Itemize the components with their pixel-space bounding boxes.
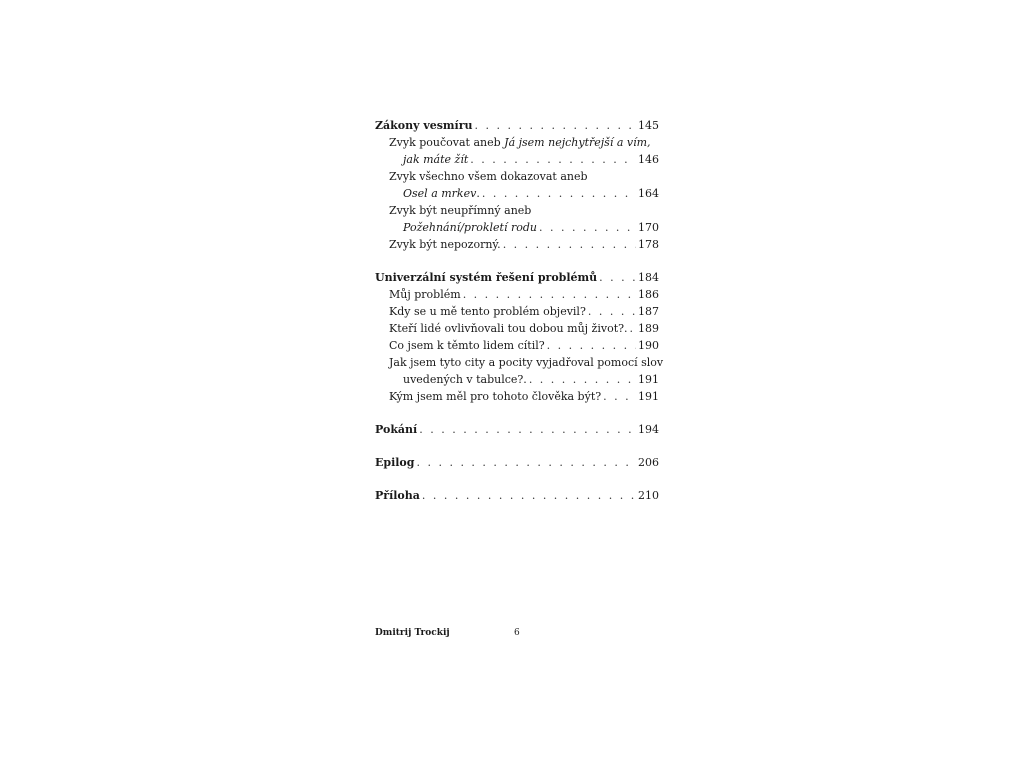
toc-item-text: uvedených v tabulce?. <box>403 373 527 386</box>
toc-section-title: Epilog <box>375 456 415 469</box>
toc-page-number: 190 <box>638 339 659 352</box>
toc-leader <box>422 487 636 504</box>
toc-page-number: 184 <box>638 271 659 284</box>
toc-leader <box>603 388 636 405</box>
toc-page-number: 186 <box>638 288 659 301</box>
toc-item-text: Můj problém <box>389 288 461 301</box>
toc-item-text: Zvyk poučovat aneb <box>389 136 505 149</box>
toc-leader <box>630 320 636 337</box>
toc-section-title: Příloha <box>375 489 420 502</box>
toc-item[interactable] <box>375 388 659 405</box>
toc-section-univerzalni-system[interactable] <box>375 269 659 286</box>
toc-page-number: 191 <box>638 390 659 403</box>
toc-section-pokani[interactable] <box>375 421 659 438</box>
table-of-contents <box>375 117 664 504</box>
toc-item[interactable] <box>375 168 659 185</box>
toc-section-title: Univerzální systém řešení problémů <box>375 271 598 284</box>
toc-item[interactable] <box>375 320 659 337</box>
toc-page-number: 145 <box>638 119 659 132</box>
toc-page-number: 178 <box>638 238 659 251</box>
toc-item[interactable] <box>375 354 664 371</box>
footer-author: Dmitrij Trockij <box>375 628 450 638</box>
toc-page-number: 189 <box>638 322 659 335</box>
toc-page-number: 164 <box>638 187 659 200</box>
toc-section-zakony-vesmiru[interactable] <box>375 117 659 134</box>
toc-item-text: Kým jsem měl pro tohoto člověka být? <box>389 390 602 403</box>
toc-item-italic: Požehnání/prokletí rodu <box>403 221 537 234</box>
toc-item-italic: jak máte žít <box>403 153 469 166</box>
toc-item-continuation[interactable] <box>375 151 659 168</box>
toc-leader <box>416 454 636 471</box>
toc-item-italic: Osel a mrkev <box>403 187 477 200</box>
toc-leader <box>599 269 636 286</box>
toc-page-number: 187 <box>638 305 659 318</box>
toc-item-continuation[interactable] <box>375 219 659 236</box>
toc-item-text: . <box>476 187 480 200</box>
toc-item[interactable] <box>375 236 659 253</box>
toc-page-number: 210 <box>638 489 659 502</box>
toc-page-number: 194 <box>638 423 659 436</box>
toc-section-epilog[interactable] <box>375 454 659 471</box>
toc-item[interactable] <box>375 202 659 219</box>
toc-section-title: Pokání <box>375 423 418 436</box>
toc-leader <box>470 151 636 168</box>
toc-item-continuation[interactable] <box>375 185 659 202</box>
toc-item[interactable] <box>375 337 659 354</box>
toc-leader <box>419 421 636 438</box>
toc-leader <box>463 286 636 303</box>
toc-item-text: Zvyk být neupřímný aneb <box>389 204 532 217</box>
toc-page-number: 170 <box>638 221 659 234</box>
toc-item-text: Jak jsem tyto city a pocity vyjadřoval pomocí slov <box>389 356 664 369</box>
toc-item-continuation[interactable] <box>375 371 659 388</box>
toc-item[interactable] <box>375 303 659 320</box>
toc-item-text: Co jsem k těmto lidem cítil? <box>389 339 545 352</box>
toc-page-number: 191 <box>638 373 659 386</box>
toc-leader <box>547 337 636 354</box>
toc-item[interactable] <box>375 286 659 303</box>
toc-leader <box>475 117 636 134</box>
toc-leader <box>503 236 636 253</box>
toc-section-priloha[interactable] <box>375 487 659 504</box>
toc-item-italic: Já jsem nejchytřejší a vím, <box>504 136 651 149</box>
toc-item-text: Zvyk všechno všem dokazovat aneb <box>389 170 588 183</box>
toc-item[interactable] <box>375 134 659 151</box>
toc-leader <box>588 303 636 320</box>
toc-item-text: Zvyk být nepozorný. <box>389 238 501 251</box>
toc-leader <box>529 371 636 388</box>
toc-leader <box>539 219 636 236</box>
toc-leader <box>482 185 636 202</box>
toc-item-text: Kdy se u mě tento problém objevil? <box>389 305 586 318</box>
toc-page-number: 146 <box>638 153 659 166</box>
footer-page-number: 6 <box>514 628 520 638</box>
toc-page-number: 206 <box>638 456 659 469</box>
toc-item-text: Kteří lidé ovlivňovali tou dobou můj život?. <box>389 322 628 335</box>
toc-section-title: Zákony vesmíru <box>375 119 473 132</box>
